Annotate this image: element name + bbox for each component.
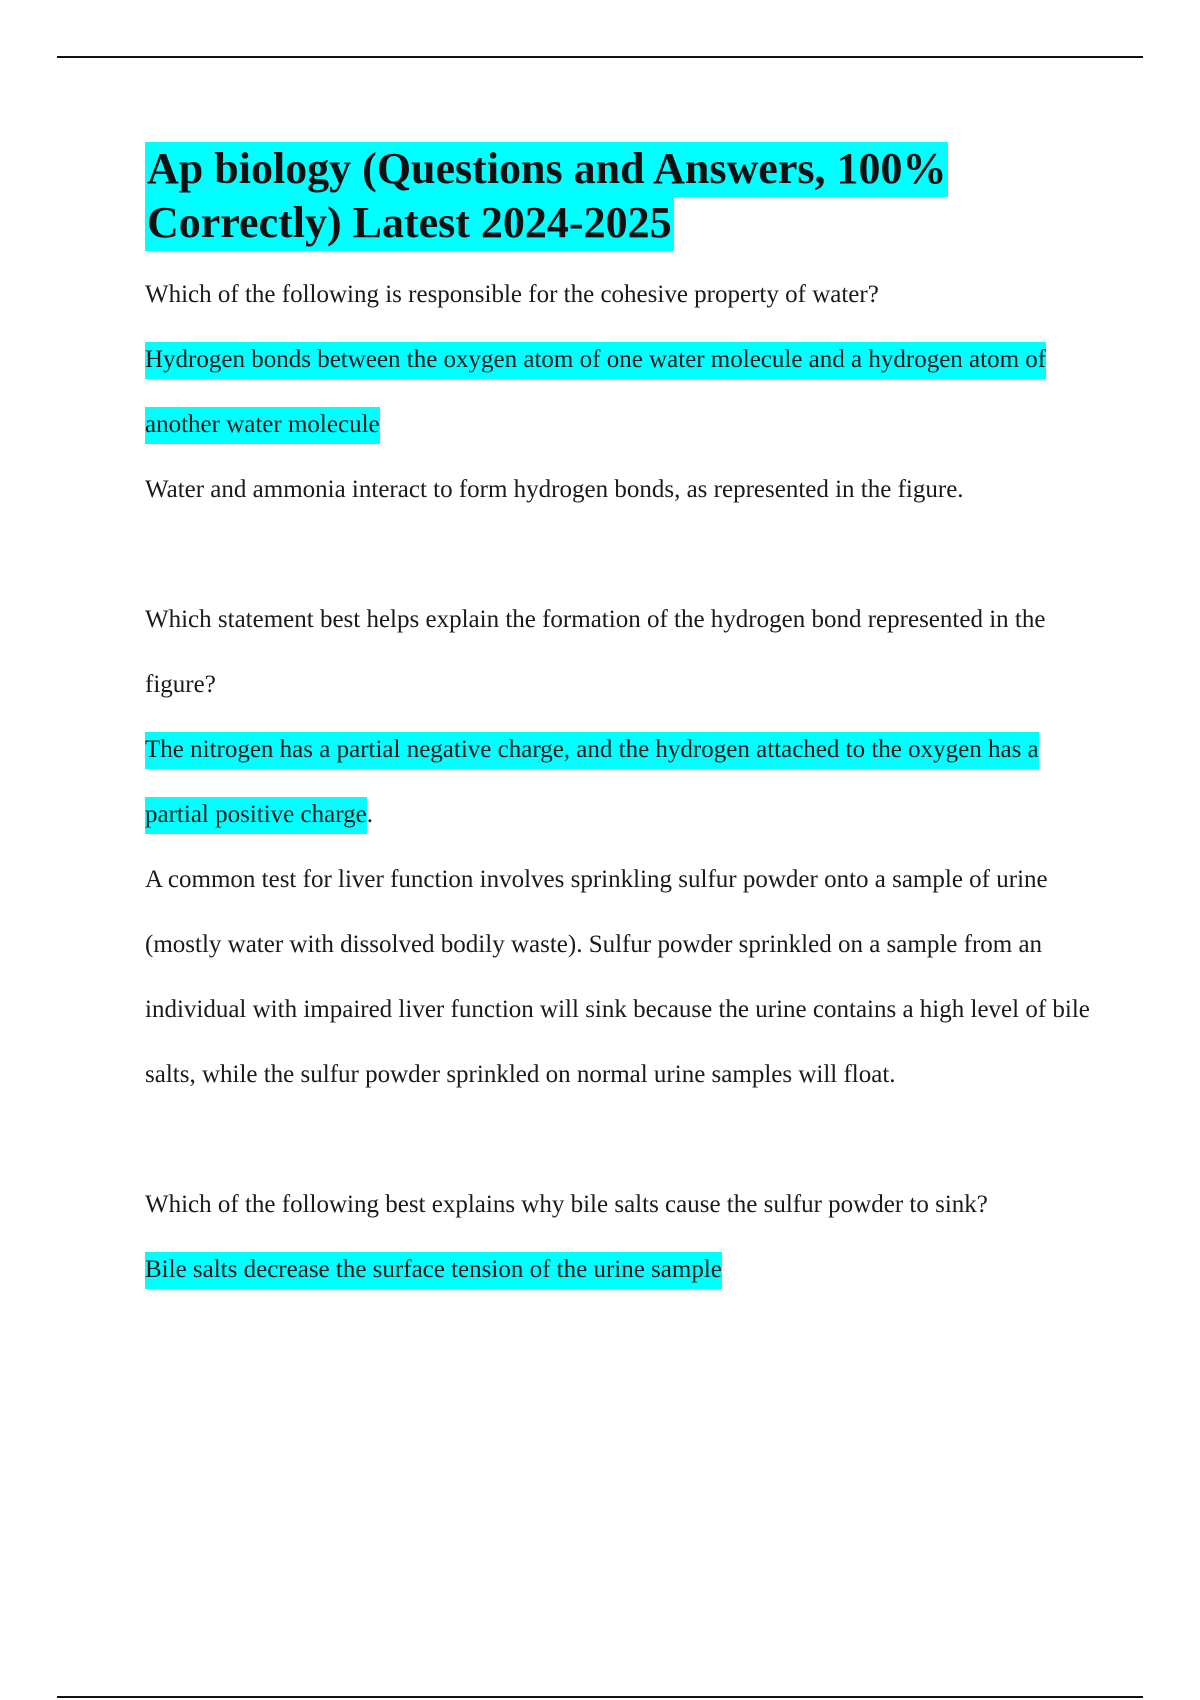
document-body (145, 142, 1095, 1302)
q2-answer-suffix: . (366, 801, 373, 828)
paragraph-gap (145, 1107, 1095, 1172)
q3-question: Which of the following best explains why bile salts cause the sulfur powder to sink? (145, 1191, 988, 1218)
q2-answer-highlight: The nitrogen has a partial negative charge, and the hydrogen attached to the oxygen has a partial positive charge (145, 732, 1039, 834)
title-highlight: Ap biology (Questions and Answers, 100% Correctly) Latest 2024-2025 (145, 142, 948, 251)
q1-question: Which of the following is responsible for the cohesive property of water? (145, 281, 879, 308)
q1-answer (145, 327, 1095, 457)
q2-stem: Water and ammonia interact to form hydrogen bonds, as represented in the figure. (145, 476, 964, 503)
q3-answer-highlight: Bile salts decrease the surface tension of the urine sample (145, 1252, 722, 1289)
top-rule (57, 56, 1143, 58)
document-title (145, 142, 1095, 250)
bottom-rule (57, 1696, 1143, 1698)
figure-gap (145, 522, 1095, 587)
q2-answer (145, 717, 1095, 847)
q2-question: Which statement best helps explain the formation of the hydrogen bond represented in the figure? (145, 606, 1046, 698)
q3-answer (145, 1237, 1095, 1302)
q1-answer-highlight: Hydrogen bonds between the oxygen atom of one water molecule and a hydrogen atom of another water molecule (145, 342, 1046, 444)
q3-stem: A common test for liver function involves sprinkling sulfur powder onto a sample of urine (mostly water with dissolved bodily waste). Sulfur powder sprinkled on a sample from an individual with impaired liver function will sink because the urine contains a high level of bile salts, while the sulfur powder sprinkled on normal urine samples will float. (145, 866, 1090, 1088)
